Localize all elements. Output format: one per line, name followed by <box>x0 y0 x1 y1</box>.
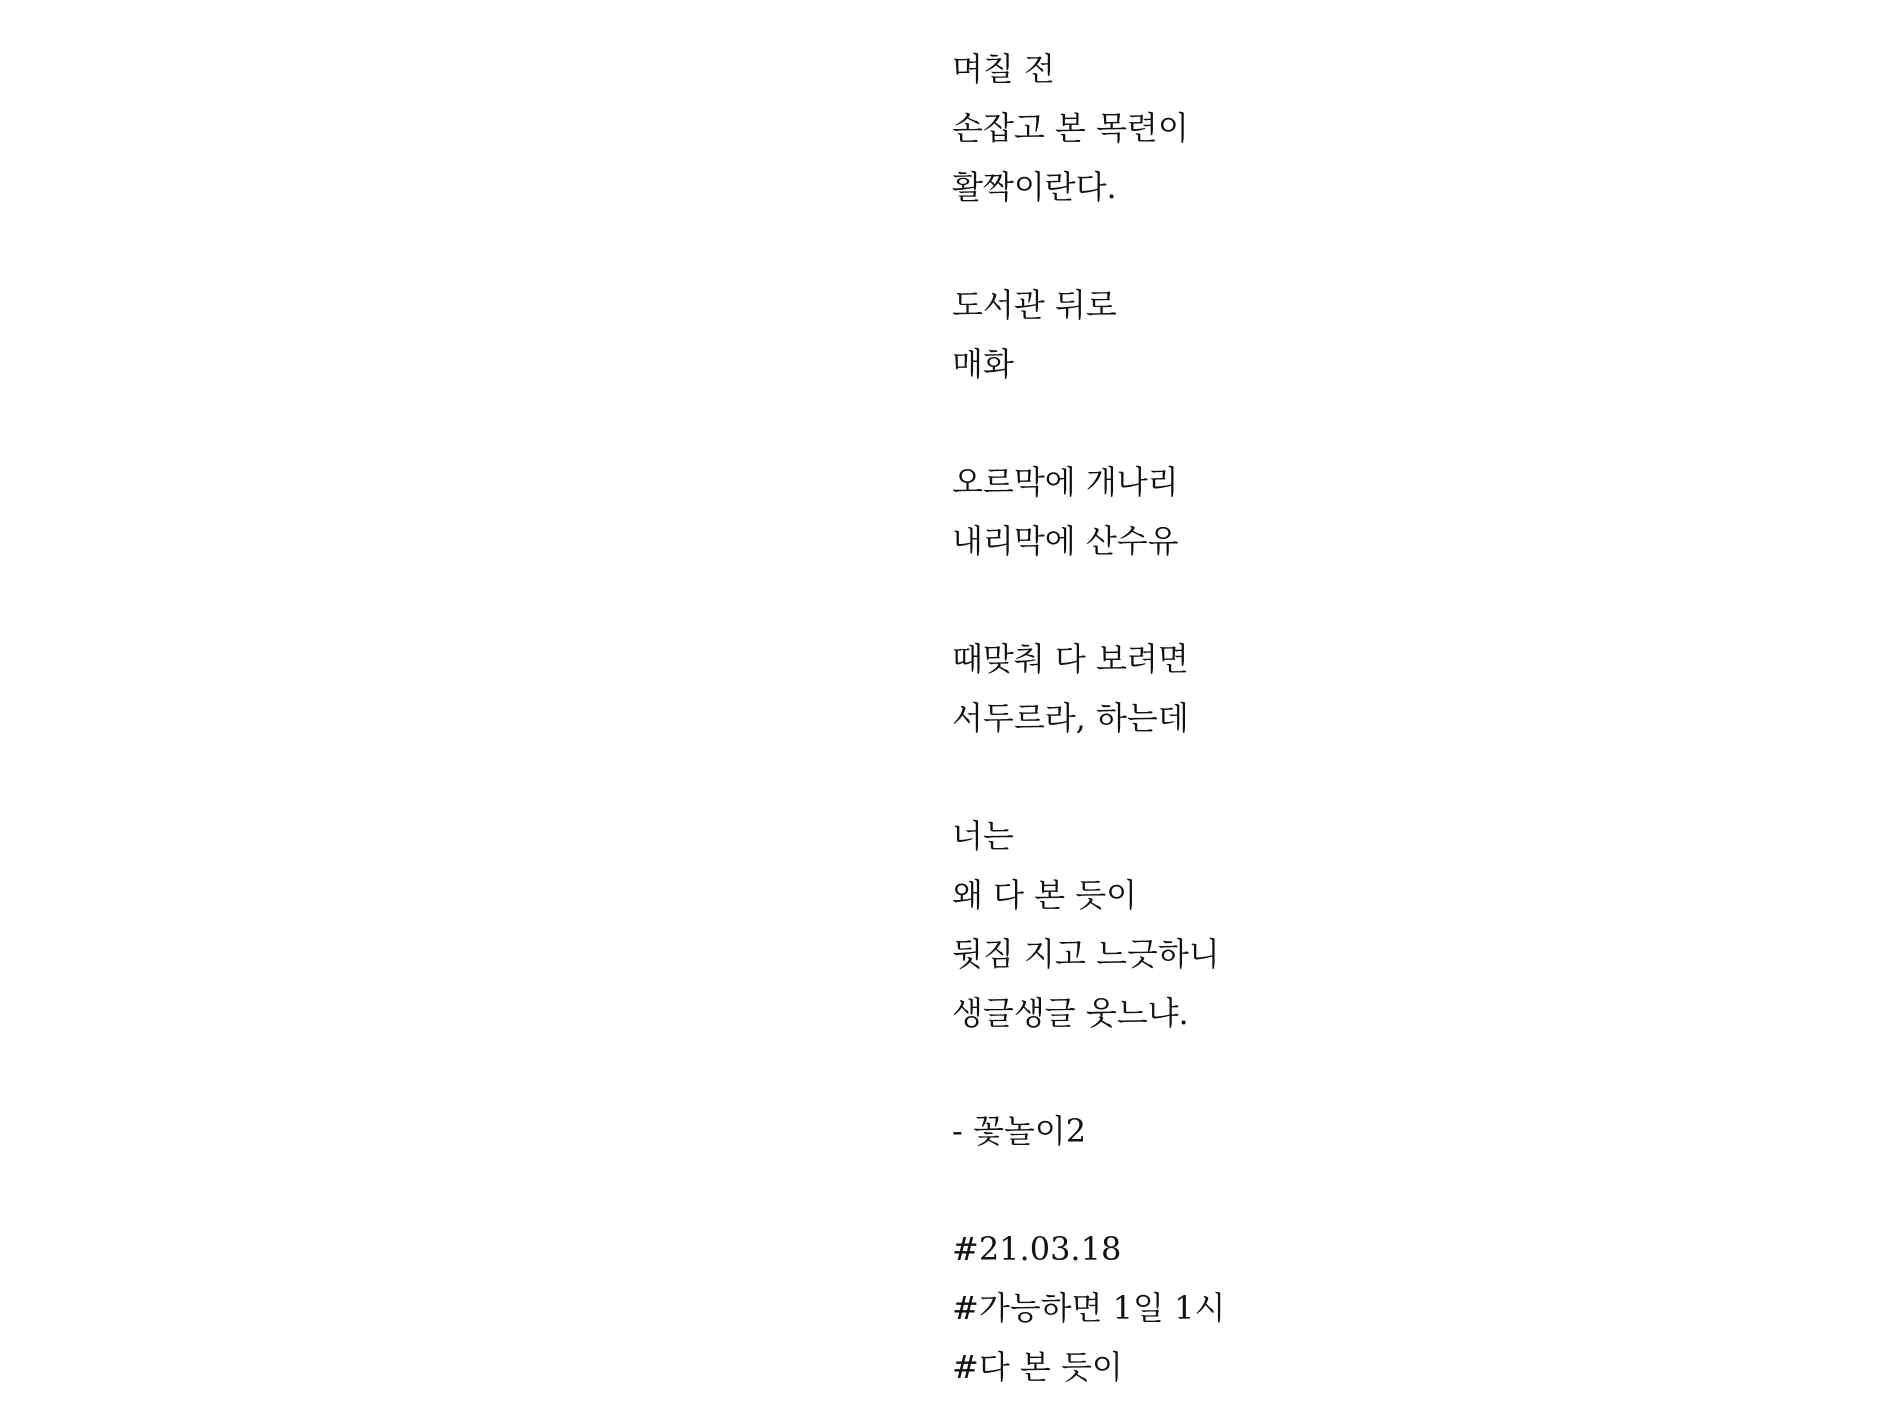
stanza-break <box>952 1161 1225 1220</box>
poem-line: 며칠 전 <box>952 50 1055 88</box>
poem-signature: - 꽃놀이2 <box>952 1112 1087 1150</box>
stanza-break <box>952 748 1225 807</box>
poem-line: 손잡고 본 목련이 <box>952 109 1189 147</box>
stanza-break <box>952 1043 1225 1102</box>
hashtag: #21.03.18 <box>952 1230 1122 1268</box>
poem-line: 너는 <box>952 817 1014 855</box>
hashtag: #가능하면 1일 1시 <box>952 1289 1226 1327</box>
poem-body <box>952 40 1225 1397</box>
hashtag: #다 본 듯이 <box>952 1348 1123 1386</box>
poem-line: 서두르라, 하는데 <box>952 699 1189 737</box>
poem-line: 내리막에 산수유 <box>952 522 1179 560</box>
poem-line: 도서관 뒤로 <box>952 286 1117 324</box>
poem-line: 매화 <box>952 345 1014 383</box>
stanza-break <box>952 571 1225 630</box>
poem-line: 오르막에 개나리 <box>952 463 1179 501</box>
poem-line: 뒷짐 지고 느긋하니 <box>952 935 1220 973</box>
stanza-break <box>952 394 1225 453</box>
poem-line: 때맞춰 다 보려면 <box>952 640 1189 678</box>
poem-line: 생글생글 웃느냐. <box>952 994 1189 1032</box>
poem-line: 활짝이란다. <box>952 168 1117 206</box>
poem-line: 왜 다 본 듯이 <box>952 876 1138 914</box>
stanza-break <box>952 217 1225 276</box>
